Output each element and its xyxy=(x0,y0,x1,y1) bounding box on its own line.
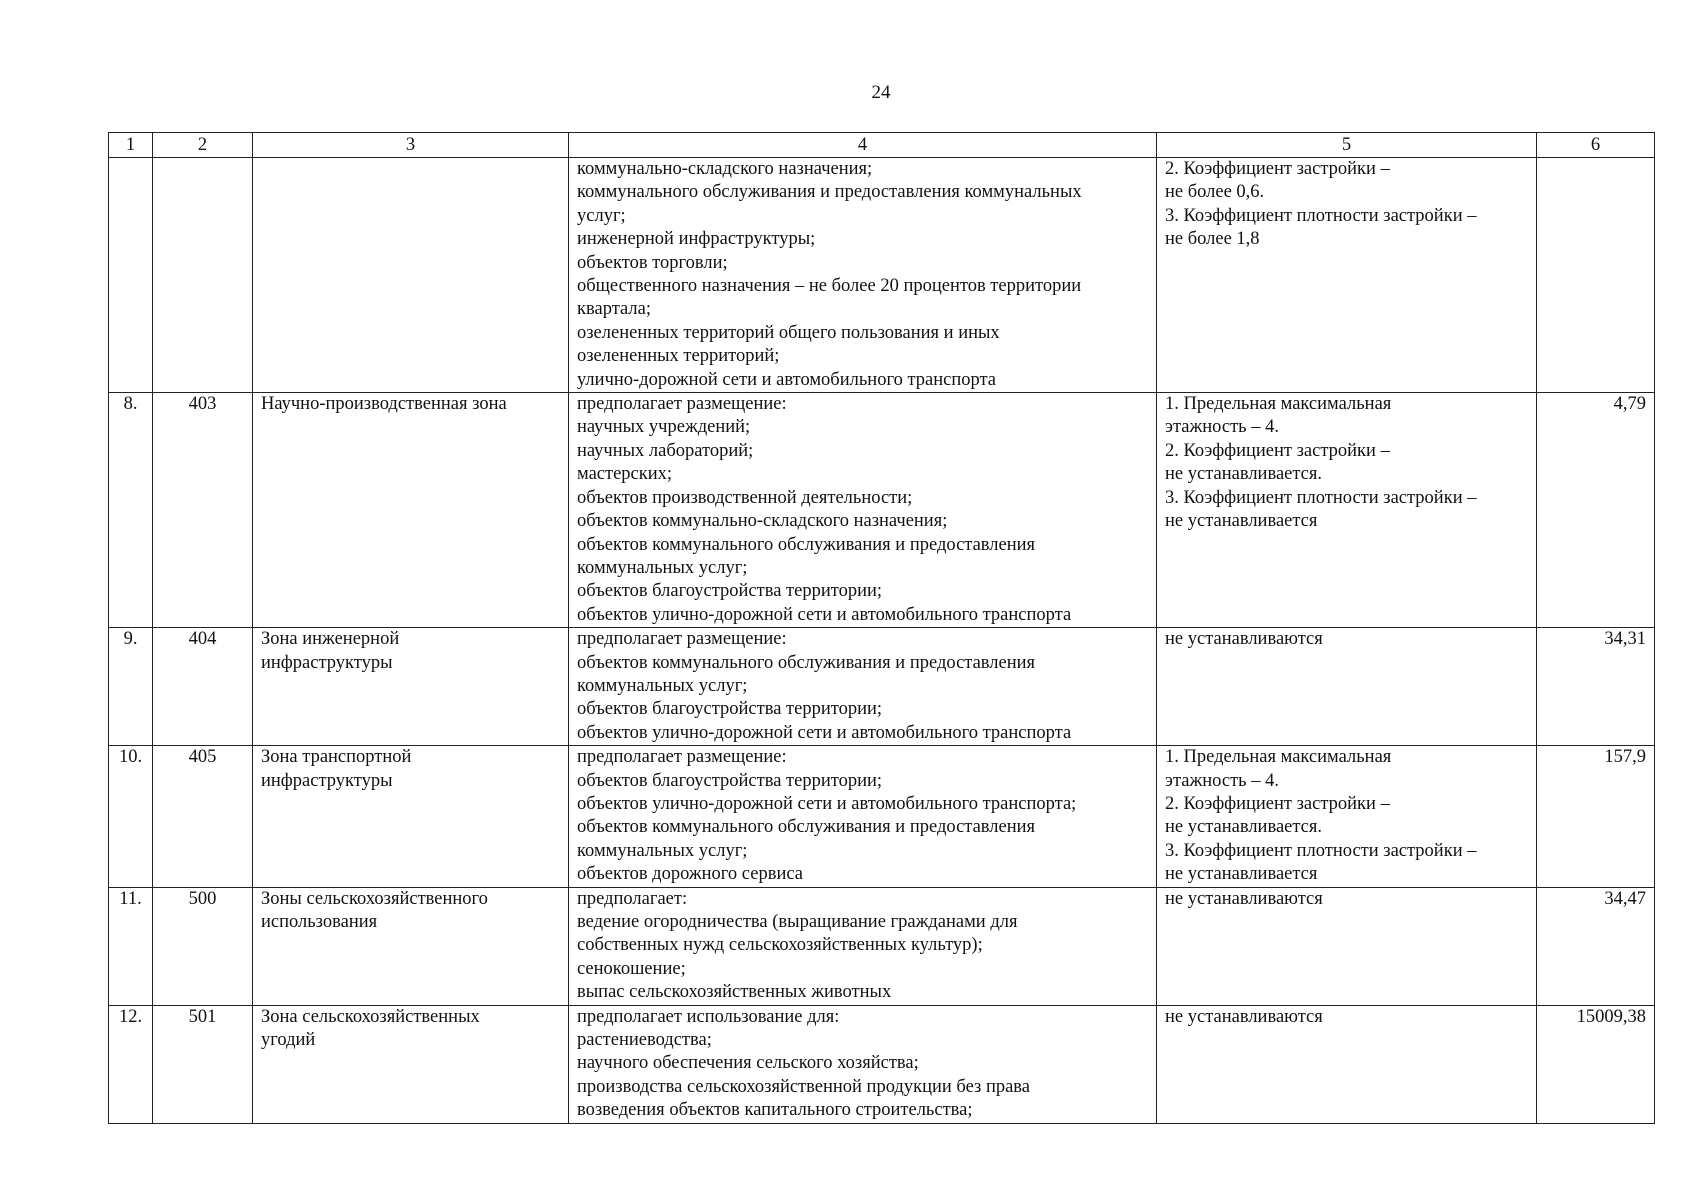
building-parameters xyxy=(1157,628,1537,746)
use-line: объектов улично-дорожной сети и автомобильного транспорта xyxy=(577,722,1072,743)
use-line: научных лабораторий; xyxy=(577,440,754,461)
use-line: объектов улично-дорожной сети и автомобильного транспорта xyxy=(577,604,1072,625)
use-line: объектов коммунального обслуживания и предоставления xyxy=(577,817,1036,838)
zone-area: 15009,38 xyxy=(1537,1005,1655,1123)
zone-code: 500 xyxy=(153,887,253,1005)
use-line: предполагает размещение: xyxy=(577,747,787,768)
table-row xyxy=(109,746,1655,887)
params-line: этажность – 4. xyxy=(1165,417,1279,438)
column-header: 6 xyxy=(1537,133,1655,158)
params-line: 3. Коэффициент плотности застройки – xyxy=(1165,840,1477,861)
name-line: инфраструктуры xyxy=(261,770,393,791)
params-line: не устанавливаются xyxy=(1165,888,1323,909)
use-line: сенокошение; xyxy=(577,958,686,979)
zone-name xyxy=(253,1005,569,1123)
row-number: 9. xyxy=(109,628,153,746)
use-line: коммунально-складского назначения; xyxy=(577,159,873,179)
use-line: объектов торговли; xyxy=(577,252,728,273)
use-line: объектов улично-дорожной сети и автомобильного транспорта; xyxy=(577,793,1077,814)
use-line: озелененных территорий; xyxy=(577,346,780,367)
use-line: предполагает использование для: xyxy=(577,1006,840,1027)
params-line: 2. Коэффициент застройки – xyxy=(1165,440,1390,461)
use-line: предполагает: xyxy=(577,888,688,909)
zone-code: 404 xyxy=(153,628,253,746)
params-line: 3. Коэффициент плотности застройки – xyxy=(1165,487,1477,508)
zone-name xyxy=(253,746,569,887)
params-line: 1. Предельная максимальная xyxy=(1165,394,1392,415)
column-header: 3 xyxy=(253,133,569,158)
building-parameters xyxy=(1157,1005,1537,1123)
name-line: инфраструктуры xyxy=(261,652,393,673)
table-header-row xyxy=(109,133,1655,158)
table-row xyxy=(109,158,1655,393)
permitted-use xyxy=(569,158,1157,393)
use-line: возведения объектов капитального строительства; xyxy=(577,1100,973,1121)
use-line: растениеводства; xyxy=(577,1030,712,1051)
use-line: улично-дорожной сети и автомобильного транспорта xyxy=(577,369,997,390)
params-line: 1. Предельная максимальная xyxy=(1165,747,1392,768)
use-line: научного обеспечения сельского хозяйства; xyxy=(577,1053,919,1074)
zones-table xyxy=(108,132,1655,1124)
use-line: озелененных территорий общего пользования и иных xyxy=(577,322,1000,343)
permitted-use xyxy=(569,393,1157,628)
column-header: 2 xyxy=(153,133,253,158)
table-row xyxy=(109,393,1655,628)
permitted-use xyxy=(569,746,1157,887)
use-line: коммунальных услуг; xyxy=(577,840,748,861)
zone-area xyxy=(1537,158,1655,393)
permitted-use xyxy=(569,887,1157,1005)
params-line: не более 0,6. xyxy=(1165,182,1265,203)
zone-area: 34,31 xyxy=(1537,628,1655,746)
column-header: 4 xyxy=(569,133,1157,158)
row-number: 10. xyxy=(109,746,153,887)
params-line: 3. Коэффициент плотности застройки – xyxy=(1165,205,1477,226)
zone-area: 157,9 xyxy=(1537,746,1655,887)
params-line: не устанавливаются xyxy=(1165,629,1323,650)
use-line: объектов благоустройства территории; xyxy=(577,699,883,720)
use-line: предполагает размещение: xyxy=(577,394,787,415)
page-number: 24 xyxy=(871,82,891,103)
permitted-use xyxy=(569,628,1157,746)
building-parameters xyxy=(1157,746,1537,887)
use-line: объектов дорожного сервиса xyxy=(577,864,803,885)
zone-area: 34,47 xyxy=(1537,887,1655,1005)
row-number: 12. xyxy=(109,1005,153,1123)
name-line: Зона сельскохозяйственных xyxy=(261,1006,480,1027)
building-parameters xyxy=(1157,393,1537,628)
params-line: не устанавливается xyxy=(1165,864,1318,885)
use-line: собственных нужд сельскохозяйственных культур); xyxy=(577,935,983,956)
params-line: не устанавливается. xyxy=(1165,464,1323,485)
params-line: не более 1,8 xyxy=(1165,229,1260,250)
zone-name xyxy=(253,628,569,746)
name-line: Зона инженерной xyxy=(261,629,400,650)
zone-area: 4,79 xyxy=(1537,393,1655,628)
use-line: объектов благоустройства территории; xyxy=(577,581,883,602)
name-line: Научно-производственная зона xyxy=(261,394,507,415)
row-number xyxy=(109,158,153,393)
name-line: использования xyxy=(261,912,378,932)
use-line: общественного назначения – не более 20 процентов территории xyxy=(577,276,1082,297)
building-parameters xyxy=(1157,158,1537,393)
use-line: объектов благоустройства территории; xyxy=(577,770,883,791)
use-line: квартала; xyxy=(577,299,651,320)
use-line: коммунального обслуживания и предоставления коммунальных xyxy=(577,182,1082,203)
name-line: угодий xyxy=(261,1030,316,1051)
use-line: услуг; xyxy=(577,205,626,226)
zone-code: 405 xyxy=(153,746,253,887)
use-line: инженерной инфраструктуры; xyxy=(577,229,816,250)
row-number: 8. xyxy=(109,393,153,628)
use-line: объектов коммунально-складского назначения; xyxy=(577,511,948,532)
params-line: не устанавливается. xyxy=(1165,817,1323,838)
column-header: 1 xyxy=(109,133,153,158)
zones-table-body xyxy=(109,133,1655,1124)
row-number: 11. xyxy=(109,887,153,1005)
use-line: объектов производственной деятельности; xyxy=(577,487,913,508)
use-line: коммунальных услуг; xyxy=(577,557,748,578)
use-line: мастерских; xyxy=(577,464,673,485)
name-line: Зона транспортной xyxy=(261,747,412,768)
table-row xyxy=(109,628,1655,746)
params-line: не устанавливается xyxy=(1165,511,1318,532)
zone-code xyxy=(153,158,253,393)
use-line: производства сельскохозяйственной продукции без права xyxy=(577,1076,1031,1097)
use-line: коммунальных услуг; xyxy=(577,675,748,696)
zone-name xyxy=(253,158,569,393)
zone-code: 501 xyxy=(153,1005,253,1123)
table-row xyxy=(109,1005,1655,1123)
zone-code: 403 xyxy=(153,393,253,628)
use-line: выпас сельскохозяйственных животных xyxy=(577,982,892,1003)
use-line: объектов коммунального обслуживания и предоставления xyxy=(577,652,1036,673)
params-line: этажность – 4. xyxy=(1165,770,1279,791)
name-line: Зоны сельскохозяйственного xyxy=(261,888,488,909)
zone-name xyxy=(253,393,569,628)
use-line: предполагает размещение: xyxy=(577,629,787,650)
use-line: объектов коммунального обслуживания и предоставления xyxy=(577,534,1036,555)
column-header: 5 xyxy=(1157,133,1537,158)
use-line: научных учреждений; xyxy=(577,417,751,438)
use-line: ведение огородничества (выращивание гражданами для xyxy=(577,912,1018,932)
building-parameters xyxy=(1157,887,1537,1005)
permitted-use xyxy=(569,1005,1157,1123)
zone-name xyxy=(253,887,569,1005)
table-row xyxy=(109,887,1655,1005)
params-line: 2. Коэффициент застройки – xyxy=(1165,793,1390,814)
params-line: 2. Коэффициент застройки – xyxy=(1165,159,1390,179)
params-line: не устанавливаются xyxy=(1165,1006,1323,1027)
